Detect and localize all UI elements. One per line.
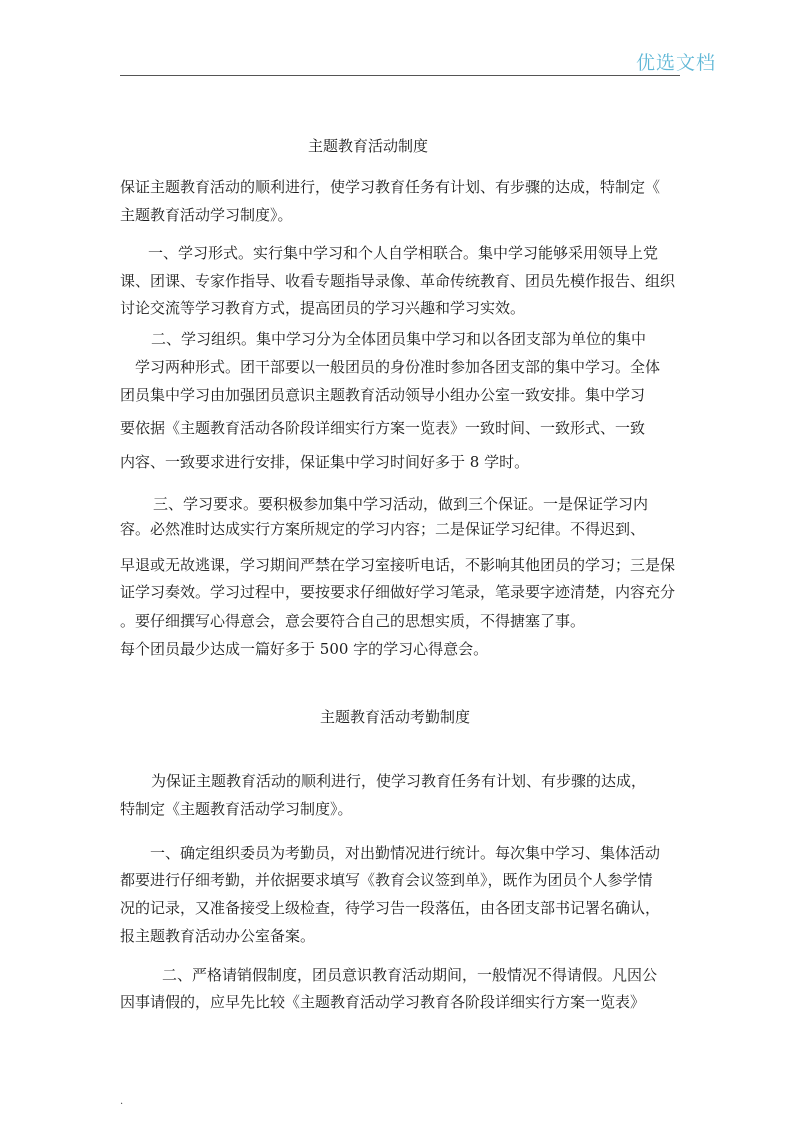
section1-line-14: 证学习奏效。学习过程中，要按要求仔细做好学习笔录，笔录要字迹清楚，内容充分 xyxy=(120,583,676,601)
section1-title: 主题教育活动制度 xyxy=(308,137,429,155)
section2-line-6: 报主题教育活动办公室备案。 xyxy=(120,927,316,945)
footer-mark: . xyxy=(120,1096,124,1107)
section1-line-13: 早退或无故逃课，学习期间严禁在学习室接听电话，不影响其他团员的学习；三是保 xyxy=(120,556,676,574)
section2-title: 主题教育活动考勤制度 xyxy=(320,708,471,726)
section1-line-9: 要依据《主题教育活动各阶段详细实行方案一览表》一致时间、一致形式、一致 xyxy=(120,419,646,437)
section1-line-1: 保证主题教育活动的顺利进行，使学习教育任务有计划、有步骤的达成，特制定《 xyxy=(120,178,661,196)
section1-line-2: 主题教育活动学习制度》。 xyxy=(120,206,293,224)
section2-line-3: 一、确定组织委员为考勤员，对出勤情况进行统计。每次集中学习、集体活动 xyxy=(150,844,661,862)
section1-line-8: 团员集中学习由加强团员意识主题教育活动领导小组办公室一致安排。集中学习 xyxy=(120,386,646,404)
header-divider xyxy=(120,75,680,76)
section2-line-5: 况的记录，又准备接受上级检查，待学习告一段落伍，由各团支部书记署名确认， xyxy=(120,899,661,917)
section2-line-8: 因事请假的，应早先比较《主题教育活动学习教育各阶段详细实行方案一览表》 xyxy=(120,993,646,1011)
section1-line-16: 每个团员最少达成一篇好多于 500 字的学习心得意会。 xyxy=(120,640,489,658)
section2-line-4: 都要进行仔细考勤，并依据要求填写《教育会议签到单》，既作为团员个人参学情 xyxy=(120,871,653,889)
section1-line-7: 学习两种形式。团干部要以一般团员的身份准时参加各团支部的集中学习。全体 xyxy=(135,358,661,376)
section1-line-12: 容。必然准时达成实行方案所规定的学习内容；二是保证学习纪律。不得迟到、 xyxy=(120,520,646,538)
section1-line-3: 一、学习形式。实行集中学习和个人自学相联合。集中学习能够采用领导上党 xyxy=(148,244,659,262)
section1-line-15: 。要仔细撰写心得意会，意会要符合自己的思想实质，不得搪塞了事。 xyxy=(120,612,586,630)
section1-line-10: 内容、一致要求进行安排，保证集中学习时间好多于 8 学时。 xyxy=(120,453,530,471)
section2-line-7: 二、严格请销假制度，团员意识教育活动期间，一般情况不得请假。凡因公 xyxy=(162,966,658,984)
section1-line-4: 课、团课、专家作指导、收看专题指导录像、革命传统教育、团员先模作报告、组织 xyxy=(120,272,676,290)
section1-line-6: 二、学习组织。集中学习分为全体团员集中学习和以各团支部为单位的集中 xyxy=(151,330,647,348)
section2-line-1: 为保证主题教育活动的顺利进行，使学习教育任务有计划、有步骤的达成， xyxy=(151,772,647,790)
section1-line-11: 三、学习要求。要积极参加集中学习活动，做到三个保证。一是保证学习内 xyxy=(153,495,649,513)
section1-line-5: 讨论交流等学习教育方式，提高团员的学习兴趣和学习实效。 xyxy=(120,299,526,317)
section2-line-2: 特制定《主题教育活动学习制度》。 xyxy=(120,800,353,818)
header-brand-logo: 优选文档 xyxy=(636,52,717,74)
